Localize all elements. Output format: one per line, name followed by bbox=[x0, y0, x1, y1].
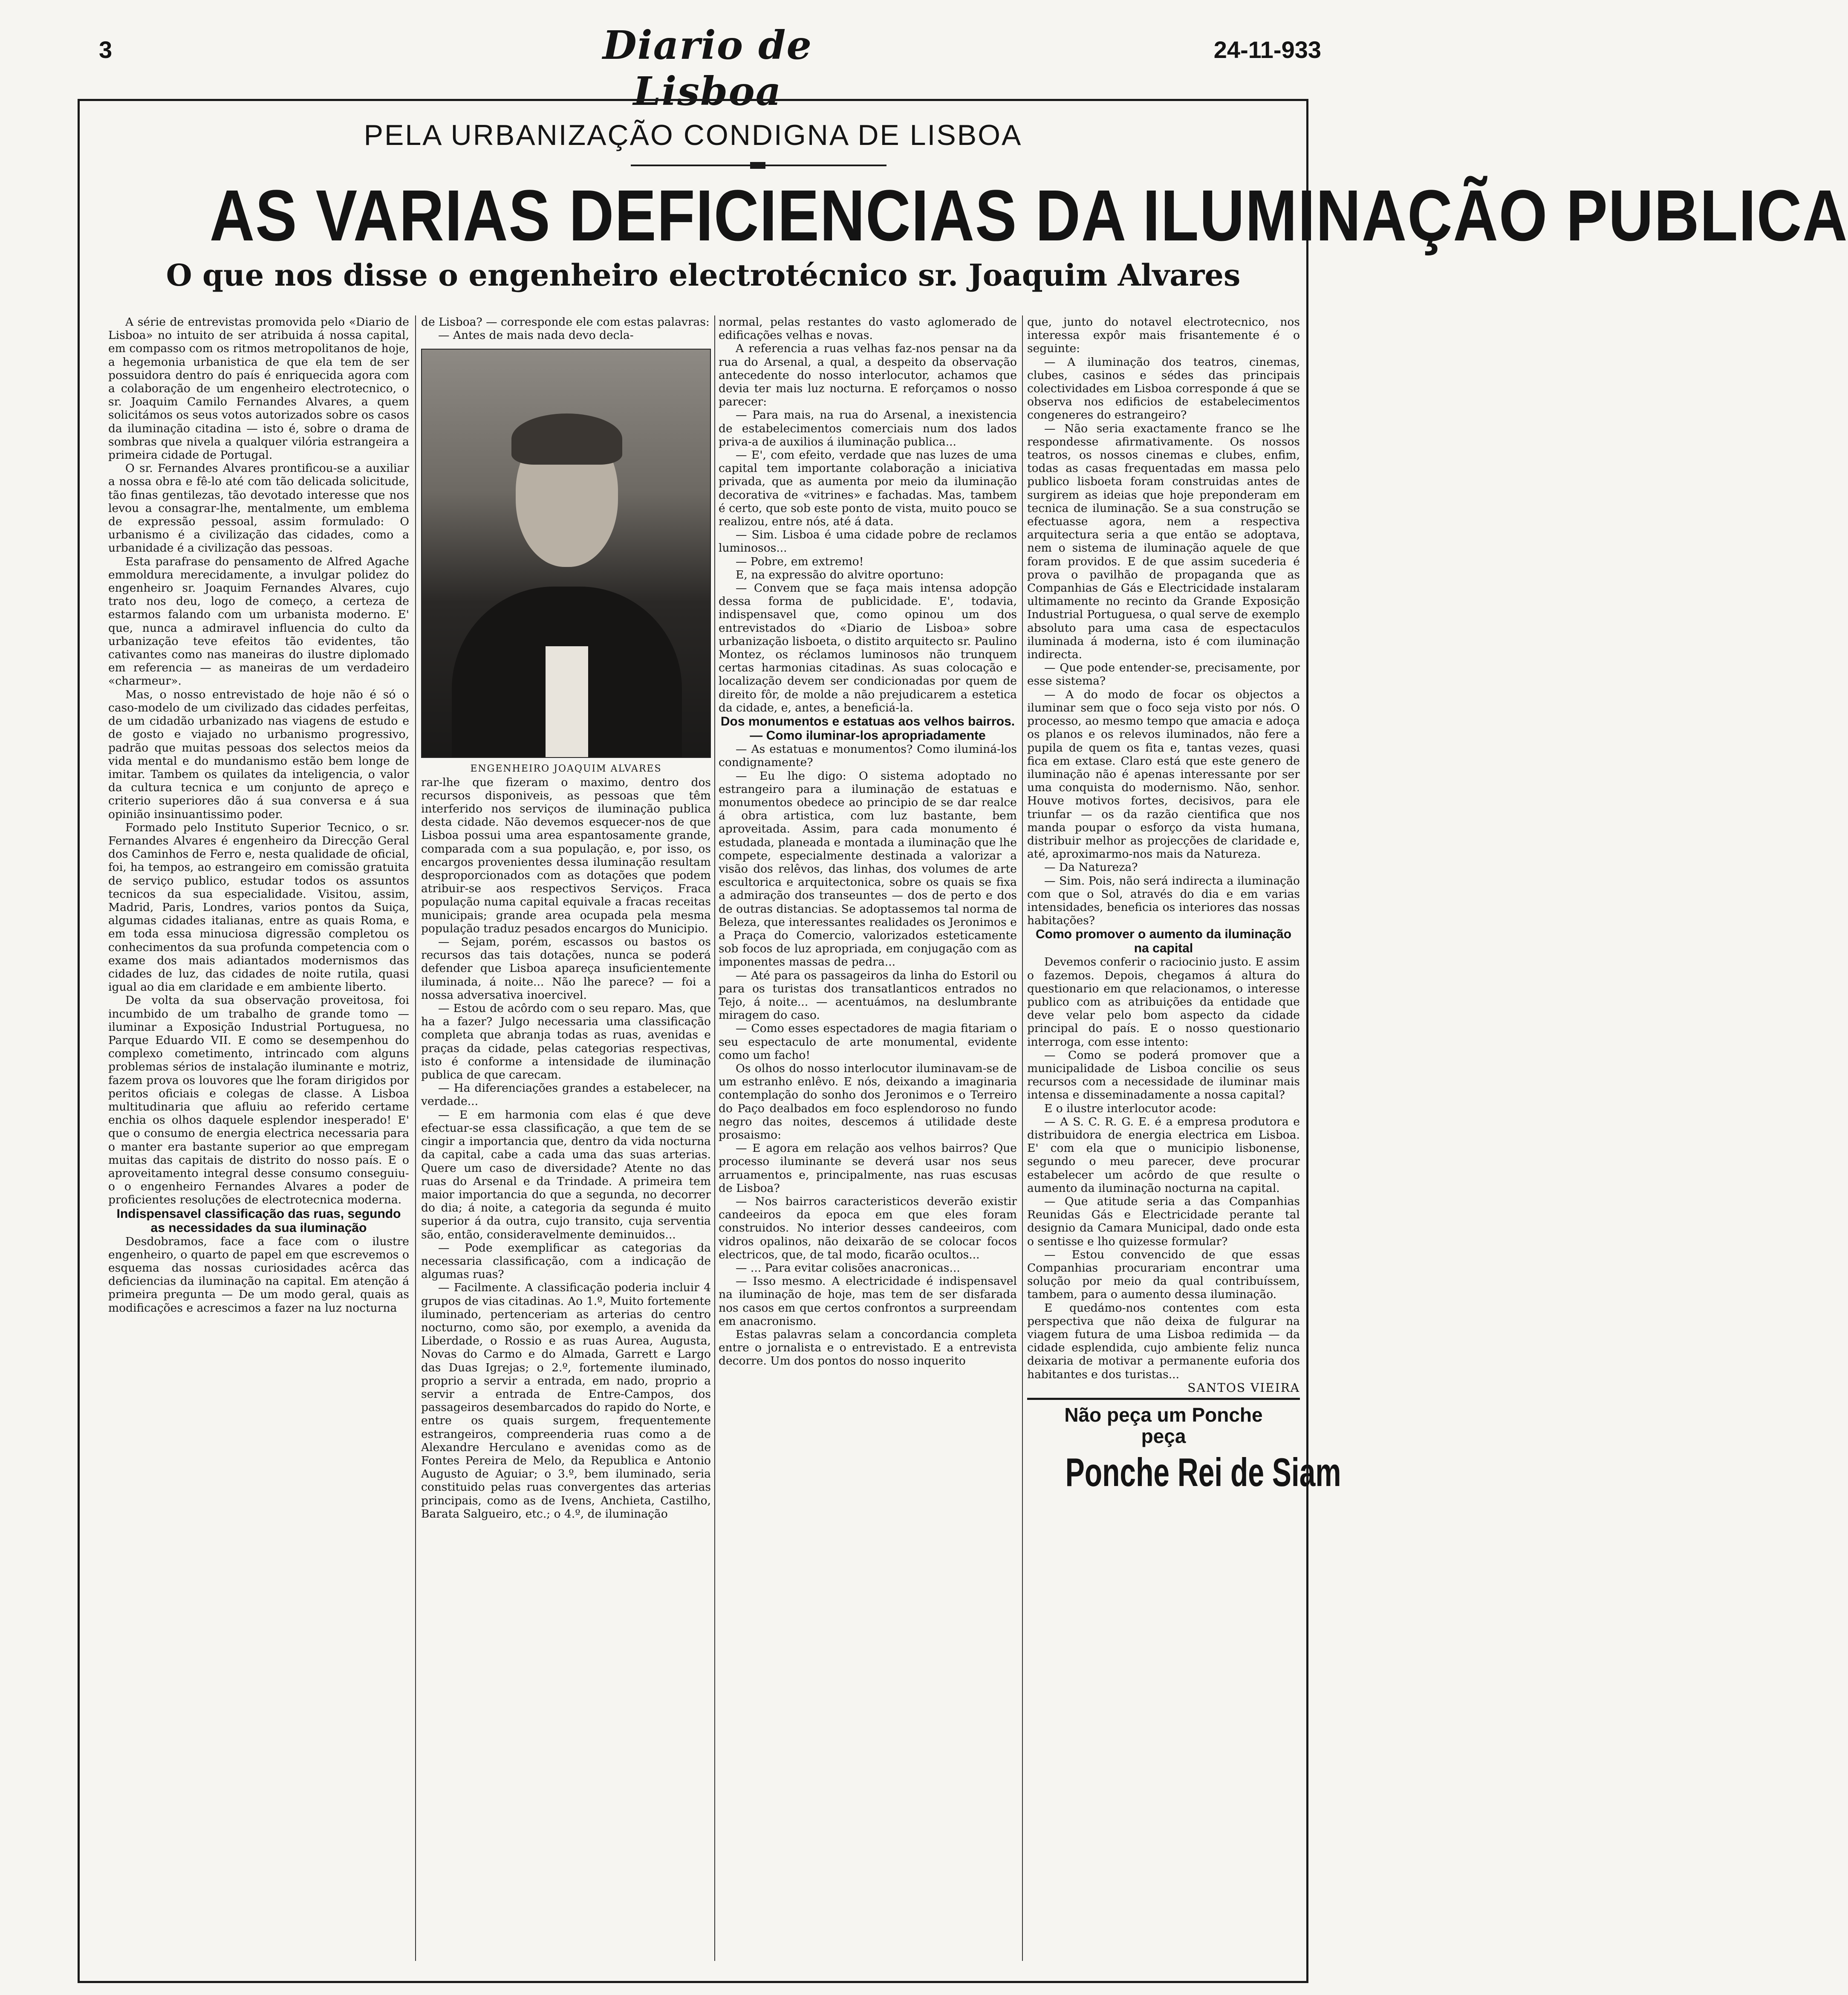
paragraph: — E agora em relação aos velhos bairros? Que processo iluminante se deverá usar nos seus arruamentos e, principalmente, nas ruas escusas de Lisboa? bbox=[719, 1142, 1017, 1195]
article-kicker: PELA URBANIZAÇÃO CONDIGNA DE LISBOA bbox=[364, 119, 1022, 151]
paragraph: E quedámo-nos contentes com esta perspectiva que não deixa de fulgurar na viagem futura de uma Lisboa redimida — da cidade esplendida, cujo ambiente feliz nunca deixaria de motivar a permanente euforia dos habitantes e dos turistas... bbox=[1027, 1301, 1300, 1381]
decorative-rule-mark bbox=[750, 162, 765, 169]
paragraph: — Não seria exactamente franco se lhe respondesse afirmativamente. Os nossos teatros, os nossos cinemas e clubes, enfim, todas as casas frequentadas em massa pelo publico lisboeta foram construidas antes de surgirem as ideias que hoje preponderam em tecnica de iluminação. Se a sua construção se efectuasse agora, nem a respectiva arquitectura seria a que então se adoptava, nem o sistema de iluminação aquele de que foram providos. E de que assim sucederia é prova o pavilhão de propaganda que as Companhias de Gás e Electricidade instalaram ultimamente no recinto da Grande Exposição Industrial Portuguesa, o qual serve de exemplo absoluto para uma casa de espectaculos iluminada á moderna, isto é com iluminação indirecta. bbox=[1027, 422, 1300, 662]
paragraph: — Que atitude seria a das Companhias Reunidas Gás e Electricidade perante tal designio da Camara Municipal, dado onde esta o sentisse e lho quizesse formular? bbox=[1027, 1195, 1300, 1248]
paragraph: Formado pelo Instituto Superior Tecnico, o sr. Fernandes Alvares é engenheiro da Direcção Geral dos Caminhos de Ferro e, nesta qualidade de oficial, foi, ha tempos, ao estrangeiro em comissão gratuita de serviço publico, estudar todos os assuntos tecnicos da sua especialidade. Visitou, assim, Madrid, Paris, Londres, varios pontos da Suiça, algumas cidades italianas, entre as quais Roma, e em toda essa minuciosa digressão completou os conhecimentos da sua profunda competencia com o exame dos mais adiantados modernismos das cidades de luz, das cidades de noite rutila, quasi igual ao dia em claridade e em ambiente liberto. bbox=[108, 821, 409, 994]
photo-caption: ENGENHEIRO JOAQUIM ALVARES bbox=[470, 763, 662, 775]
paragraph: — A S. C. R. G. E. é a empresa produtora e distribuidora de energia electrica em Lisboa. E' com ela que o municipio lisbonense, segundo o meu parecer, deve procurar estabelecer um acôrdo de que resulte o aumento da iluminação nocturna na capital. bbox=[1027, 1115, 1300, 1195]
paragraph: — Que pode entender-se, precisamente, por esse sistema? bbox=[1027, 661, 1300, 688]
ad-separator bbox=[1027, 1398, 1300, 1400]
page-number: 3 bbox=[99, 36, 113, 63]
paragraph: — Eu lhe digo: O sistema adoptado no estrangeiro para a iluminação de estatuas e monumentos obedece ao principio de se dar realce á obra artistica, com luz bastante, bem aproveitada. Assim, para cada monumento é estudada, planeada e montada a iluminação que lhe compete, especialmente destinada a valorizar a visão dos relêvos, das linhas, dos volumes de arte escultorica e arquitectonica, sobre os quais se fixa a admiração dos transeuntes — dos de perto e dos de outras distancias. Se adoptassemos tal norma de Beleza, que interessantes realidades os Jeronimos e a Praça do Comercio, valorizados esteticamente sob focos de luz apropriada, em conjugação com as imponentes massas de pedra... bbox=[719, 769, 1017, 969]
article-headline: AS VARIAS DEFICIENCIAS DA ILUMINAÇÃO PUBLICA bbox=[209, 175, 1848, 256]
paragraph: — Sim. Lisboa é uma cidade pobre de reclamos luminosos... bbox=[719, 528, 1017, 555]
paragraph: De volta da sua observação proveitosa, foi incumbido de um trabalho de grande tomo — iluminar a Exposição Industrial Portuguesa, no Parque Eduardo VII. E como se desempenhou do complexo cometimento, intrincado com alguns problemas sérios de instalação iluminante e motriz, fazem prova os louvores que lhe foram dirigidos por peritos oficiais e colegas de classe. A Lisboa multitudinaria que afluiu ao referido certame enchia os olhos daquele esplendor inesperado! E' que o consumo de energia electrica necessaria para o manter era bastante superior ao que empregam muitas das capitais de distrito do nosso país. E o aproveitamento integral desse consumo conseguiu-o o engenheiro Fernandes Alvares a poder de proficientes resoluções de electrotecnica moderna. bbox=[108, 994, 409, 1207]
paragraph: — ... Para evitar colisões anacronicas... bbox=[736, 1261, 960, 1275]
section-heading: Dos monumentos e estatuas aos velhos bairros. — Como iluminar-los apropriadamente bbox=[720, 714, 1015, 743]
paragraph: — Sim. Pois, não será indirecta a iluminação com que o Sol, através do dia e em varias intensidades, beneficia os interiores das nossas habitações? bbox=[1027, 874, 1300, 928]
issue-date: 24-11-933 bbox=[1213, 36, 1321, 63]
paragraph: E, na expressão do alvitre oportuno: bbox=[736, 568, 944, 581]
paragraph: — Da Natureza? bbox=[1044, 861, 1138, 874]
paragraph: — Isso mesmo. A electricidade é indispensavel na iluminação de hoje, mas tem de ser disfarada nos casos em que certos confrontos a surpreendam em anacronismo. bbox=[719, 1275, 1017, 1328]
paragraph: O sr. Fernandes Alvares prontificou-se a auxiliar a nossa obra e fê-lo até com tão delicada solicitude, tão finas gentilezas, tão devotado interesse que nos levou a consagrar-lhe, mentalmente, um emblema de expressão pessoal, assim formulado: O urbanismo é a civilização das cidades, como a urbanidade é a civilização das pessoas. bbox=[108, 462, 409, 555]
advertisement bbox=[1027, 1404, 1341, 1495]
paragraph: normal, pelas restantes do vasto aglomerado de edificações velhas e novas. bbox=[719, 315, 1017, 342]
paragraph: — Estou convencido de que essas Companhias procurariam encontrar uma solução por meio da qual contribuíssem, tambem, para o aumento dessa iluminação. bbox=[1027, 1248, 1300, 1301]
paragraph: — Facilmente. A classificação poderia incluir 4 grupos de vias citadinas. Ao 1.º, Muito fortemente iluminado, pertenceriam as arterias do centro nocturno, como são, por exemplo, a avenida da Liberdade, o Rossio e as ruas Aurea, Augusta, Novas do Carmo e do Almada, Garrett e Largo das Duas Igrejas; o 2.º, fortemente iluminado, proprio a servir a entrada, em nado, proprio a servir a entrada de Entre-Campos, dos passageiros desembarcados do rapido do Norte, e entre os quais surgem, frequentemente estrangeiros, compreenderia ruas como a de Alexandre Herculano e avenidas como as de Fontes Pereira de Melo, da Republica e Antonio Augusto de Aguiar; o 3.º, bem iluminado, seria constituido pelas ruas convergentes das arterias principais, como as de Ivens, Anchieta, Castilho, Barata Salgueiro, etc.; o 4.º, de iluminação bbox=[421, 1281, 711, 1521]
paragraph: — Ha diferenciações grandes a estabelecer, na verdade... bbox=[421, 1081, 711, 1108]
article-column-1 bbox=[108, 315, 409, 1974]
ad-headline: Não peça um Ponche bbox=[1064, 1404, 1263, 1426]
paragraph: Desdobramos, face a face com o ilustre engenheiro, o quarto de papel em que escrevemos o esquema das nossas curiosidades acêrca das deficiencias da iluminação na capital. Em atenção á primeira pregunta — De um modo geral, quais as modificações e acrescimos a fazer na luz nocturna bbox=[108, 1235, 409, 1315]
masthead bbox=[0, 0, 1405, 114]
paragraph: — Pobre, em extremo! bbox=[736, 555, 864, 568]
article-subhead: O que nos disse o engenheiro electrotécnico sr. Joaquim Alvares bbox=[166, 257, 1241, 293]
newspaper-logo: Diario de Lisboa bbox=[602, 22, 812, 114]
paragraph: — Como esses espectadores de magia fitariam o seu espectaculo de arte monumental, evidente como um facho! bbox=[719, 1022, 1017, 1062]
paragraph: A referencia a ruas velhas faz-nos pensar na da rua do Arsenal, a qual, a despeito da observação antecedente do nosso interlocutor, achamos que devia ter mais luz nocturna. E reforçamos o nosso parecer: bbox=[719, 342, 1017, 409]
paragraph: que, junto do notavel electrotecnico, nos interessa expôr mais frisantemente é o seguinte: bbox=[1027, 315, 1300, 356]
article-column-4 bbox=[1027, 315, 1341, 1974]
paragraph: Os olhos do nosso interlocutor iluminavam-se de um estranho enlêvo. E nós, deixando a imaginaria contemplação do sonho dos Jeronimos e o Terreiro do Paço dealbados em foco esplendoroso no fundo negro das noites, descemos á utilidade deste prosaismo: bbox=[719, 1061, 1017, 1142]
section-heading: Como promover o aumento da iluminação na capital bbox=[1035, 927, 1292, 956]
paragraph: Esta parafrase do pensamento de Alfred Agache emmoldura merecidamente, a invulgar polidez do engenheiro sr. Joaquim Fernandes Alvares, cujo trato nos deu, logo de começo, a certeza de estarmos falando com um urbanista moderno. E' que, nunca a admiravel influencia do culto da urbanização teve efeitos tão evidentes, tão cativantes como nas maneiras do ilustre diplomado em referencia — as maneiras de um verdadeiro «charmeur». bbox=[108, 555, 409, 688]
ad-subline: peça bbox=[1141, 1425, 1186, 1448]
paragraph: — Como se poderá promover que a municipalidade de Lisboa concilie os seus recursos com a necessidade de iluminar mais intensa e disseminadamente a nossa capital? bbox=[1027, 1048, 1300, 1102]
paragraph: — A iluminação dos teatros, cinemas, clubes, casinos e sédes das principais colectividades em Lisboa corresponde á que se observa nos edificios de estabelecimentos congeneres do estrangeiro? bbox=[1027, 355, 1300, 422]
portrait-photo bbox=[421, 349, 711, 758]
section-heading: Indispensavel classificação das ruas, segundo as necessidades da sua iluminação bbox=[116, 1206, 401, 1235]
ad-brand-name: Ponche Rei de Siam bbox=[1065, 1450, 1341, 1495]
paragraph: Mas, o nosso entrevistado de hoje não é só o caso-modelo de um civilizado das cidades perfeitas, de um cidadão urbanizado nas viagens de estudo e de gosto e viajado no urbanismo progressivo, padrão que muitas pessoas dos selectos meios da vida mental e do mundanismo estão bem longe de imitar. Tambem os quilates da inteligencia, o valor da cultura tecnica e um conjunto de apreço e criterio superiores dão á sua conversa e á sua opinião insinuantissimo poder. bbox=[108, 688, 409, 821]
paragraph: — Até para os passageiros da linha do Estoril ou para os turistas dos transatlanticos entrados no Tejo, á noite... — acentuámos, na deslumbrante miragem do caso. bbox=[719, 969, 1017, 1022]
paragraph: — Antes de mais nada devo decla- bbox=[438, 329, 634, 342]
paragraph: — As estatuas e monumentos? Como iluminá-los condignamente? bbox=[719, 743, 1017, 769]
paragraph: de Lisboa? — corresponde ele com estas palavras: bbox=[421, 315, 710, 329]
paragraph: rar-lhe que fizeram o maximo, dentro dos recursos disponiveis, as pessoas que têm interferido nos serviços de iluminação publica desta cidade. Não devemos esquecer-nos de que Lisboa possui uma area espantosamente grande, comparada com a sua população, e, por isso, os encargos provenientes dessa iluminação resultam desproporcionados com as dotações que podem atribuir-se aos respectivos Serviços. Fraca população numa capital equivale a fracas receitas municipais; grande area ocupada pela mesma população traduz pesados encargos do Municipio. bbox=[421, 775, 711, 935]
paragraph: — Sejam, porém, escassos ou bastos os recursos das tais dotações, nunca se poderá defender que Lisboa apareça insuficientemente iluminada, á noite... Não lhe parece? — foi a nossa adversativa inoercivel. bbox=[421, 935, 711, 1002]
paragraph: — Pode exemplificar as categorias da necessaria classificação, com a indicação de algumas ruas? bbox=[421, 1241, 711, 1281]
article-column-2 bbox=[421, 315, 711, 1974]
paragraph: — Estou de acôrdo com o seu reparo. Mas, que ha a fazer? Julgo necessaria uma classificação completa que abranja todas as ruas, avenidas e praças da cidade, pelas categorias respectivas, isto é conforme a intensidade de iluminação publica de que carecam. bbox=[421, 1002, 711, 1082]
paragraph: — E', com efeito, verdade que nas luzes de uma capital tem importante colaboração a iniciativa privada, que as aumenta por meio da iluminação decorativa de «vitrines» e fachadas. Mas, tambem é certo, que sob este ponto de vista, muito pouco se realizou, entre nós, até á data. bbox=[719, 448, 1017, 529]
column-divider bbox=[1022, 315, 1023, 1961]
column-divider bbox=[714, 315, 715, 1961]
column-divider bbox=[415, 315, 416, 1961]
paragraph: A série de entrevistas promovida pelo «Diario de Lisboa» no intuito de ser atribuida á nossa capital, em compasso com os ritmos metropolitanos de hoje, a hegemonia urbanistica de que ela tem de ser possuidora dentro do país é enriquecida agora com a colaboração de um engenheiro electrotecnico, o sr. Joaquim Camilo Fernandes Alvares, a quem solicitámos os seus votos autorizados sobre os casos da iluminação citadina — isto é, sobre o drama de sombras que nivela a qualquer vilória estrangeira a primeira cidade de Portugal. bbox=[108, 315, 409, 462]
portrait-shirt bbox=[546, 646, 588, 757]
paragraph: — A do modo de focar os objectos a iluminar sem que o foco seja visto por nós. O processo, ao mesmo tempo que amacia e adoça os planos e os relevos iluminados, não fere a pupila de quem os fita e, tantas vezes, quasi fica em extase. Claro está que este genero de iluminação não é apenas interessante por ser uma conquista do modernismo. Não, senhor. Houve motivos fortes, decisivos, para ele triunfar — os da razão cientifica que nos manda poupar o esforço da vista humana, distribuir melhor as projecções de claridade e, até, aproximarmo-nos mais da Natureza. bbox=[1027, 688, 1300, 861]
paragraph: Devemos conferir o raciocinio justo. E assim o fazemos. Depois, chegamos á altura do questionario em que relacionamos, o interesse publico com as atribuições da entidade que deve velar pelo bom aspecto da cidade principal do país. E o nosso questionario interroga, com esse intento: bbox=[1027, 955, 1300, 1049]
paragraph: E o ilustre interlocutor acode: bbox=[1044, 1102, 1216, 1115]
portrait-hair bbox=[511, 413, 622, 465]
paragraph: — Nos bairros caracteristicos deverão existir candeeiros da epoca em que eles foram construidos. No interior desses candeeiros, com vidros opalinos, não deixarão de se colocar focos electricos, que, de tal modo, ficarão ocultos... bbox=[719, 1195, 1017, 1261]
paragraph: Estas palavras selam a concordancia completa entre o jornalista e o entrevistado. E a entrevista decorre. Um dos pontos do nosso inquerito bbox=[719, 1328, 1017, 1368]
article-signature: SANTOS VIEIRA bbox=[1187, 1380, 1300, 1395]
paragraph: — Para mais, na rua do Arsenal, a inexistencia de estabelecimentos comerciais num dos lados priva-a de auxilios á iluminação publica... bbox=[719, 408, 1017, 448]
paragraph: — E em harmonia com elas é que deve efectuar-se essa classificação, a que tem de se cingir a importancia que, dentro da vida nocturna da capital, cabe a cada uma das suas arterias. Quere um caso de diversidade? Atente no das ruas do Arsenal e da Trindade. A primeira tem maior importancia do que a segunda, no decorrer do dia; á noite, a categoria da segunda é muito superior á da outra, cujo transito, cuja serventia são, então, consideravelmente deminuidos... bbox=[421, 1108, 711, 1241]
article-column-3 bbox=[719, 315, 1017, 1974]
paragraph: — Convem que se faça mais intensa adopção dessa forma de publicidade. E', todavia, indispensavel que, como opinou um dos entrevistados do «Diario de Lisboa» sobre urbanização lisboeta, o distito arquitecto sr. Paulino Montez, os réclamos luminosos não trunquem certas harmonias citadinas. As suas colocação e localização devem ser condicionadas por quem de direito fôr, de molde a não prejudicarem a estetica da cidade, e, antes, a beneficiá-la. bbox=[719, 581, 1017, 714]
